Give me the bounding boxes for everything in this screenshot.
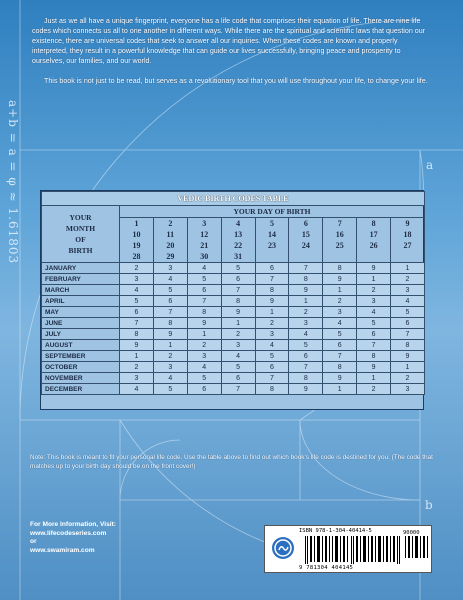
day-number bbox=[256, 251, 289, 262]
code-cell: 5 bbox=[289, 340, 323, 351]
code-cell: 5 bbox=[357, 318, 391, 329]
day-number: 23 bbox=[267, 241, 276, 250]
day-number: 16 bbox=[335, 230, 344, 239]
day-number: 4 bbox=[236, 219, 241, 228]
more-info-heading: For More Information, Visit: bbox=[30, 521, 116, 528]
price-barcode-bars bbox=[405, 536, 429, 558]
left-header-line: OF bbox=[75, 235, 86, 244]
day-number: 2 bbox=[168, 219, 173, 228]
code-cell: 7 bbox=[357, 340, 391, 351]
code-cell: 4 bbox=[221, 351, 255, 362]
month-label: MAY bbox=[42, 307, 120, 318]
code-cell: 2 bbox=[391, 373, 425, 384]
code-cell: 8 bbox=[357, 351, 391, 362]
code-cell: 9 bbox=[323, 274, 357, 285]
code-cell: 1 bbox=[289, 296, 323, 307]
code-cell: 2 bbox=[391, 274, 425, 285]
day-number: 10 bbox=[132, 230, 141, 239]
table-row bbox=[42, 296, 425, 307]
day-number: 29 bbox=[166, 252, 175, 261]
code-cell: 7 bbox=[221, 384, 255, 395]
day-number bbox=[323, 251, 356, 262]
side-label-b: b bbox=[425, 498, 433, 512]
intro-paragraph-1: Just as we all have a unique fingerprint, everyone has a life code that comprises their equation of life. There are nine life codes which connects us all to one another in different ways. While there are the spiritual and scientific laws that question our existence, there are universal codes that seek to answer all our inquiries. When these codes are known and properly interpreted, they result in a powerful knowledge that can guide our lives successfully, bringing peace and prosperity to ourselves, our families, and our world. bbox=[32, 17, 425, 65]
code-cell: 4 bbox=[187, 362, 221, 373]
day-number: 12 bbox=[200, 230, 209, 239]
month-of-birth-header bbox=[42, 206, 120, 263]
table-row bbox=[42, 351, 425, 362]
vedic-birth-codes-table bbox=[40, 190, 424, 410]
left-header-line: MONTH bbox=[65, 224, 96, 233]
table-row bbox=[42, 329, 425, 340]
code-cell: 7 bbox=[289, 263, 323, 274]
code-cell: 7 bbox=[255, 274, 289, 285]
code-cell: 2 bbox=[187, 340, 221, 351]
code-cell: 2 bbox=[289, 307, 323, 318]
side-label-a: a bbox=[426, 158, 434, 172]
code-cell: 8 bbox=[120, 329, 154, 340]
day-number: 5 bbox=[269, 219, 274, 228]
code-cell: 1 bbox=[255, 307, 289, 318]
code-cell: 8 bbox=[221, 296, 255, 307]
day-number: 30 bbox=[200, 252, 209, 261]
day-column-header bbox=[391, 218, 425, 263]
code-cell: 2 bbox=[323, 296, 357, 307]
day-column-header bbox=[120, 218, 154, 263]
day-column-header bbox=[187, 218, 221, 263]
day-number: 31 bbox=[234, 252, 243, 261]
code-cell: 2 bbox=[120, 362, 154, 373]
code-cell: 4 bbox=[120, 285, 154, 296]
code-cell: 3 bbox=[120, 373, 154, 384]
code-cell: 8 bbox=[255, 384, 289, 395]
day-column-header bbox=[255, 218, 289, 263]
code-cell: 5 bbox=[221, 263, 255, 274]
day-number: 25 bbox=[335, 241, 344, 250]
code-cell: 4 bbox=[255, 340, 289, 351]
day-number: 27 bbox=[403, 241, 412, 250]
code-cell: 8 bbox=[289, 274, 323, 285]
more-info bbox=[30, 521, 116, 555]
code-cell: 3 bbox=[221, 340, 255, 351]
code-cell: 1 bbox=[323, 384, 357, 395]
golden-ratio-formula: a+b = a = φ ≈ 1.61803 bbox=[6, 100, 20, 265]
code-cell: 5 bbox=[120, 296, 154, 307]
code-cell: 2 bbox=[221, 329, 255, 340]
code-cell: 2 bbox=[153, 351, 187, 362]
month-label: JANUARY bbox=[42, 263, 120, 274]
codes-table bbox=[41, 191, 425, 395]
table-row bbox=[42, 340, 425, 351]
table-row bbox=[42, 285, 425, 296]
code-cell: 6 bbox=[323, 340, 357, 351]
note-text: Note: This book is meant to fit your personal life code. Use the table above to find out which book's life code is destined for you. (The code that matches up to your birth day should be on the front cover!) bbox=[30, 454, 433, 470]
day-number: 9 bbox=[405, 219, 410, 228]
table-row bbox=[42, 373, 425, 384]
code-cell: 9 bbox=[120, 340, 154, 351]
day-number: 6 bbox=[303, 219, 308, 228]
code-cell: 4 bbox=[120, 384, 154, 395]
code-cell: 5 bbox=[153, 285, 187, 296]
code-cell: 5 bbox=[391, 307, 425, 318]
code-cell: 7 bbox=[255, 373, 289, 384]
code-cell: 6 bbox=[187, 384, 221, 395]
day-of-birth-header: YOUR DAY OF BIRTH bbox=[120, 206, 425, 218]
code-cell: 4 bbox=[357, 307, 391, 318]
table-row bbox=[42, 307, 425, 318]
month-label: JUNE bbox=[42, 318, 120, 329]
day-column-header bbox=[289, 218, 323, 263]
month-label: MARCH bbox=[42, 285, 120, 296]
price-code: 90000 bbox=[403, 530, 420, 536]
code-cell: 6 bbox=[357, 329, 391, 340]
code-cell: 5 bbox=[187, 274, 221, 285]
day-number: 8 bbox=[371, 219, 376, 228]
code-cell: 9 bbox=[153, 329, 187, 340]
code-cell: 1 bbox=[153, 340, 187, 351]
day-column-header bbox=[323, 218, 357, 263]
code-cell: 3 bbox=[357, 296, 391, 307]
code-cell: 2 bbox=[357, 285, 391, 296]
table-row bbox=[42, 274, 425, 285]
code-cell: 5 bbox=[255, 351, 289, 362]
day-number: 21 bbox=[200, 241, 209, 250]
code-cell: 3 bbox=[120, 274, 154, 285]
month-label: AUGUST bbox=[42, 340, 120, 351]
code-cell: 3 bbox=[391, 285, 425, 296]
code-cell: 8 bbox=[391, 340, 425, 351]
code-cell: 5 bbox=[187, 373, 221, 384]
day-number: 13 bbox=[234, 230, 243, 239]
left-header-line: BIRTH bbox=[68, 246, 93, 255]
om-logo-icon bbox=[271, 536, 295, 560]
left-header-line: YOUR bbox=[69, 213, 92, 222]
code-cell: 6 bbox=[120, 307, 154, 318]
day-number: 15 bbox=[301, 230, 310, 239]
day-number: 14 bbox=[267, 230, 276, 239]
day-number bbox=[391, 251, 424, 262]
code-cell: 4 bbox=[391, 296, 425, 307]
month-label: FEBRUARY bbox=[42, 274, 120, 285]
code-cell: 1 bbox=[221, 318, 255, 329]
code-cell: 1 bbox=[357, 373, 391, 384]
code-cell: 4 bbox=[153, 274, 187, 285]
code-cell: 9 bbox=[391, 351, 425, 362]
code-cell: 1 bbox=[391, 263, 425, 274]
day-number: 3 bbox=[202, 219, 207, 228]
code-cell: 8 bbox=[255, 285, 289, 296]
code-cell: 3 bbox=[255, 329, 289, 340]
barcode-bars bbox=[305, 536, 401, 564]
table-row bbox=[42, 263, 425, 274]
month-label: SEPTEMBER bbox=[42, 351, 120, 362]
code-cell: 6 bbox=[391, 318, 425, 329]
day-column-header bbox=[357, 218, 391, 263]
code-cell: 2 bbox=[120, 263, 154, 274]
code-cell: 6 bbox=[187, 285, 221, 296]
code-cell: 8 bbox=[323, 362, 357, 373]
code-cell: 2 bbox=[357, 384, 391, 395]
code-cell: 5 bbox=[221, 362, 255, 373]
day-number bbox=[357, 251, 390, 262]
code-cell: 9 bbox=[357, 362, 391, 373]
code-cell: 9 bbox=[187, 318, 221, 329]
month-label: NOVEMBER bbox=[42, 373, 120, 384]
table-row bbox=[42, 362, 425, 373]
code-cell: 3 bbox=[391, 384, 425, 395]
code-cell: 6 bbox=[289, 351, 323, 362]
code-cell: 8 bbox=[153, 318, 187, 329]
code-cell: 4 bbox=[153, 373, 187, 384]
code-cell: 5 bbox=[153, 384, 187, 395]
swamiram-link[interactable]: www.swamiram.com bbox=[30, 546, 95, 554]
code-cell: 9 bbox=[357, 263, 391, 274]
code-cell: 6 bbox=[255, 263, 289, 274]
day-column-header bbox=[221, 218, 255, 263]
code-cell: 6 bbox=[221, 274, 255, 285]
code-cell: 3 bbox=[323, 307, 357, 318]
code-cell: 4 bbox=[187, 263, 221, 274]
code-cell: 8 bbox=[187, 307, 221, 318]
month-label: JULY bbox=[42, 329, 120, 340]
code-cell: 1 bbox=[187, 329, 221, 340]
code-cell: 7 bbox=[289, 362, 323, 373]
code-cell: 6 bbox=[255, 362, 289, 373]
code-cell: 3 bbox=[289, 318, 323, 329]
day-number: 20 bbox=[166, 241, 175, 250]
code-cell: 3 bbox=[153, 362, 187, 373]
code-cell: 9 bbox=[289, 285, 323, 296]
day-column-header bbox=[153, 218, 187, 263]
day-number: 17 bbox=[369, 230, 378, 239]
code-cell: 1 bbox=[357, 274, 391, 285]
code-cell: 7 bbox=[120, 318, 154, 329]
code-cell: 6 bbox=[153, 296, 187, 307]
code-cell: 9 bbox=[289, 384, 323, 395]
day-number: 18 bbox=[403, 230, 412, 239]
code-cell: 1 bbox=[120, 351, 154, 362]
code-cell: 7 bbox=[391, 329, 425, 340]
barcode-box bbox=[264, 525, 432, 573]
code-cell: 6 bbox=[221, 373, 255, 384]
day-number: 19 bbox=[132, 241, 141, 250]
code-cell: 7 bbox=[221, 285, 255, 296]
day-number bbox=[289, 251, 322, 262]
code-cell: 8 bbox=[323, 263, 357, 274]
month-label: DECEMBER bbox=[42, 384, 120, 395]
code-cell: 3 bbox=[153, 263, 187, 274]
table-row bbox=[42, 318, 425, 329]
day-number: 24 bbox=[301, 241, 310, 250]
month-label: APRIL bbox=[42, 296, 120, 307]
code-cell: 2 bbox=[255, 318, 289, 329]
intro-paragraph-2: This book is not just to be read, but serves as a revolutionary tool that you will use throughout your life, to change your life. bbox=[44, 77, 428, 85]
day-number: 28 bbox=[132, 252, 141, 261]
month-label: OCTOBER bbox=[42, 362, 120, 373]
code-cell: 7 bbox=[187, 296, 221, 307]
table-row bbox=[42, 384, 425, 395]
intro-text bbox=[32, 16, 432, 96]
code-cell: 3 bbox=[187, 351, 221, 362]
code-cell: 9 bbox=[255, 296, 289, 307]
lifecodeseries-link[interactable]: www.lifecodeseries.com bbox=[30, 529, 107, 537]
code-cell: 1 bbox=[323, 285, 357, 296]
day-number: 11 bbox=[166, 230, 175, 239]
day-number: 7 bbox=[337, 219, 342, 228]
isbn-text: ISBN 978-1-304-40414-5 bbox=[299, 528, 372, 534]
or-text: or bbox=[30, 538, 37, 545]
code-cell: 4 bbox=[289, 329, 323, 340]
code-cell: 5 bbox=[323, 329, 357, 340]
table-title: VEDIC BIRTH CODES TABLE bbox=[42, 192, 425, 206]
day-number: 1 bbox=[134, 219, 139, 228]
barcode-number: 9 781304 404145 bbox=[299, 565, 354, 571]
code-cell: 9 bbox=[221, 307, 255, 318]
code-cell: 1 bbox=[391, 362, 425, 373]
code-cell: 7 bbox=[323, 351, 357, 362]
code-cell: 4 bbox=[323, 318, 357, 329]
day-number: 26 bbox=[369, 241, 378, 250]
code-cell: 8 bbox=[289, 373, 323, 384]
code-cell: 7 bbox=[153, 307, 187, 318]
day-number: 22 bbox=[234, 241, 243, 250]
code-cell: 9 bbox=[323, 373, 357, 384]
